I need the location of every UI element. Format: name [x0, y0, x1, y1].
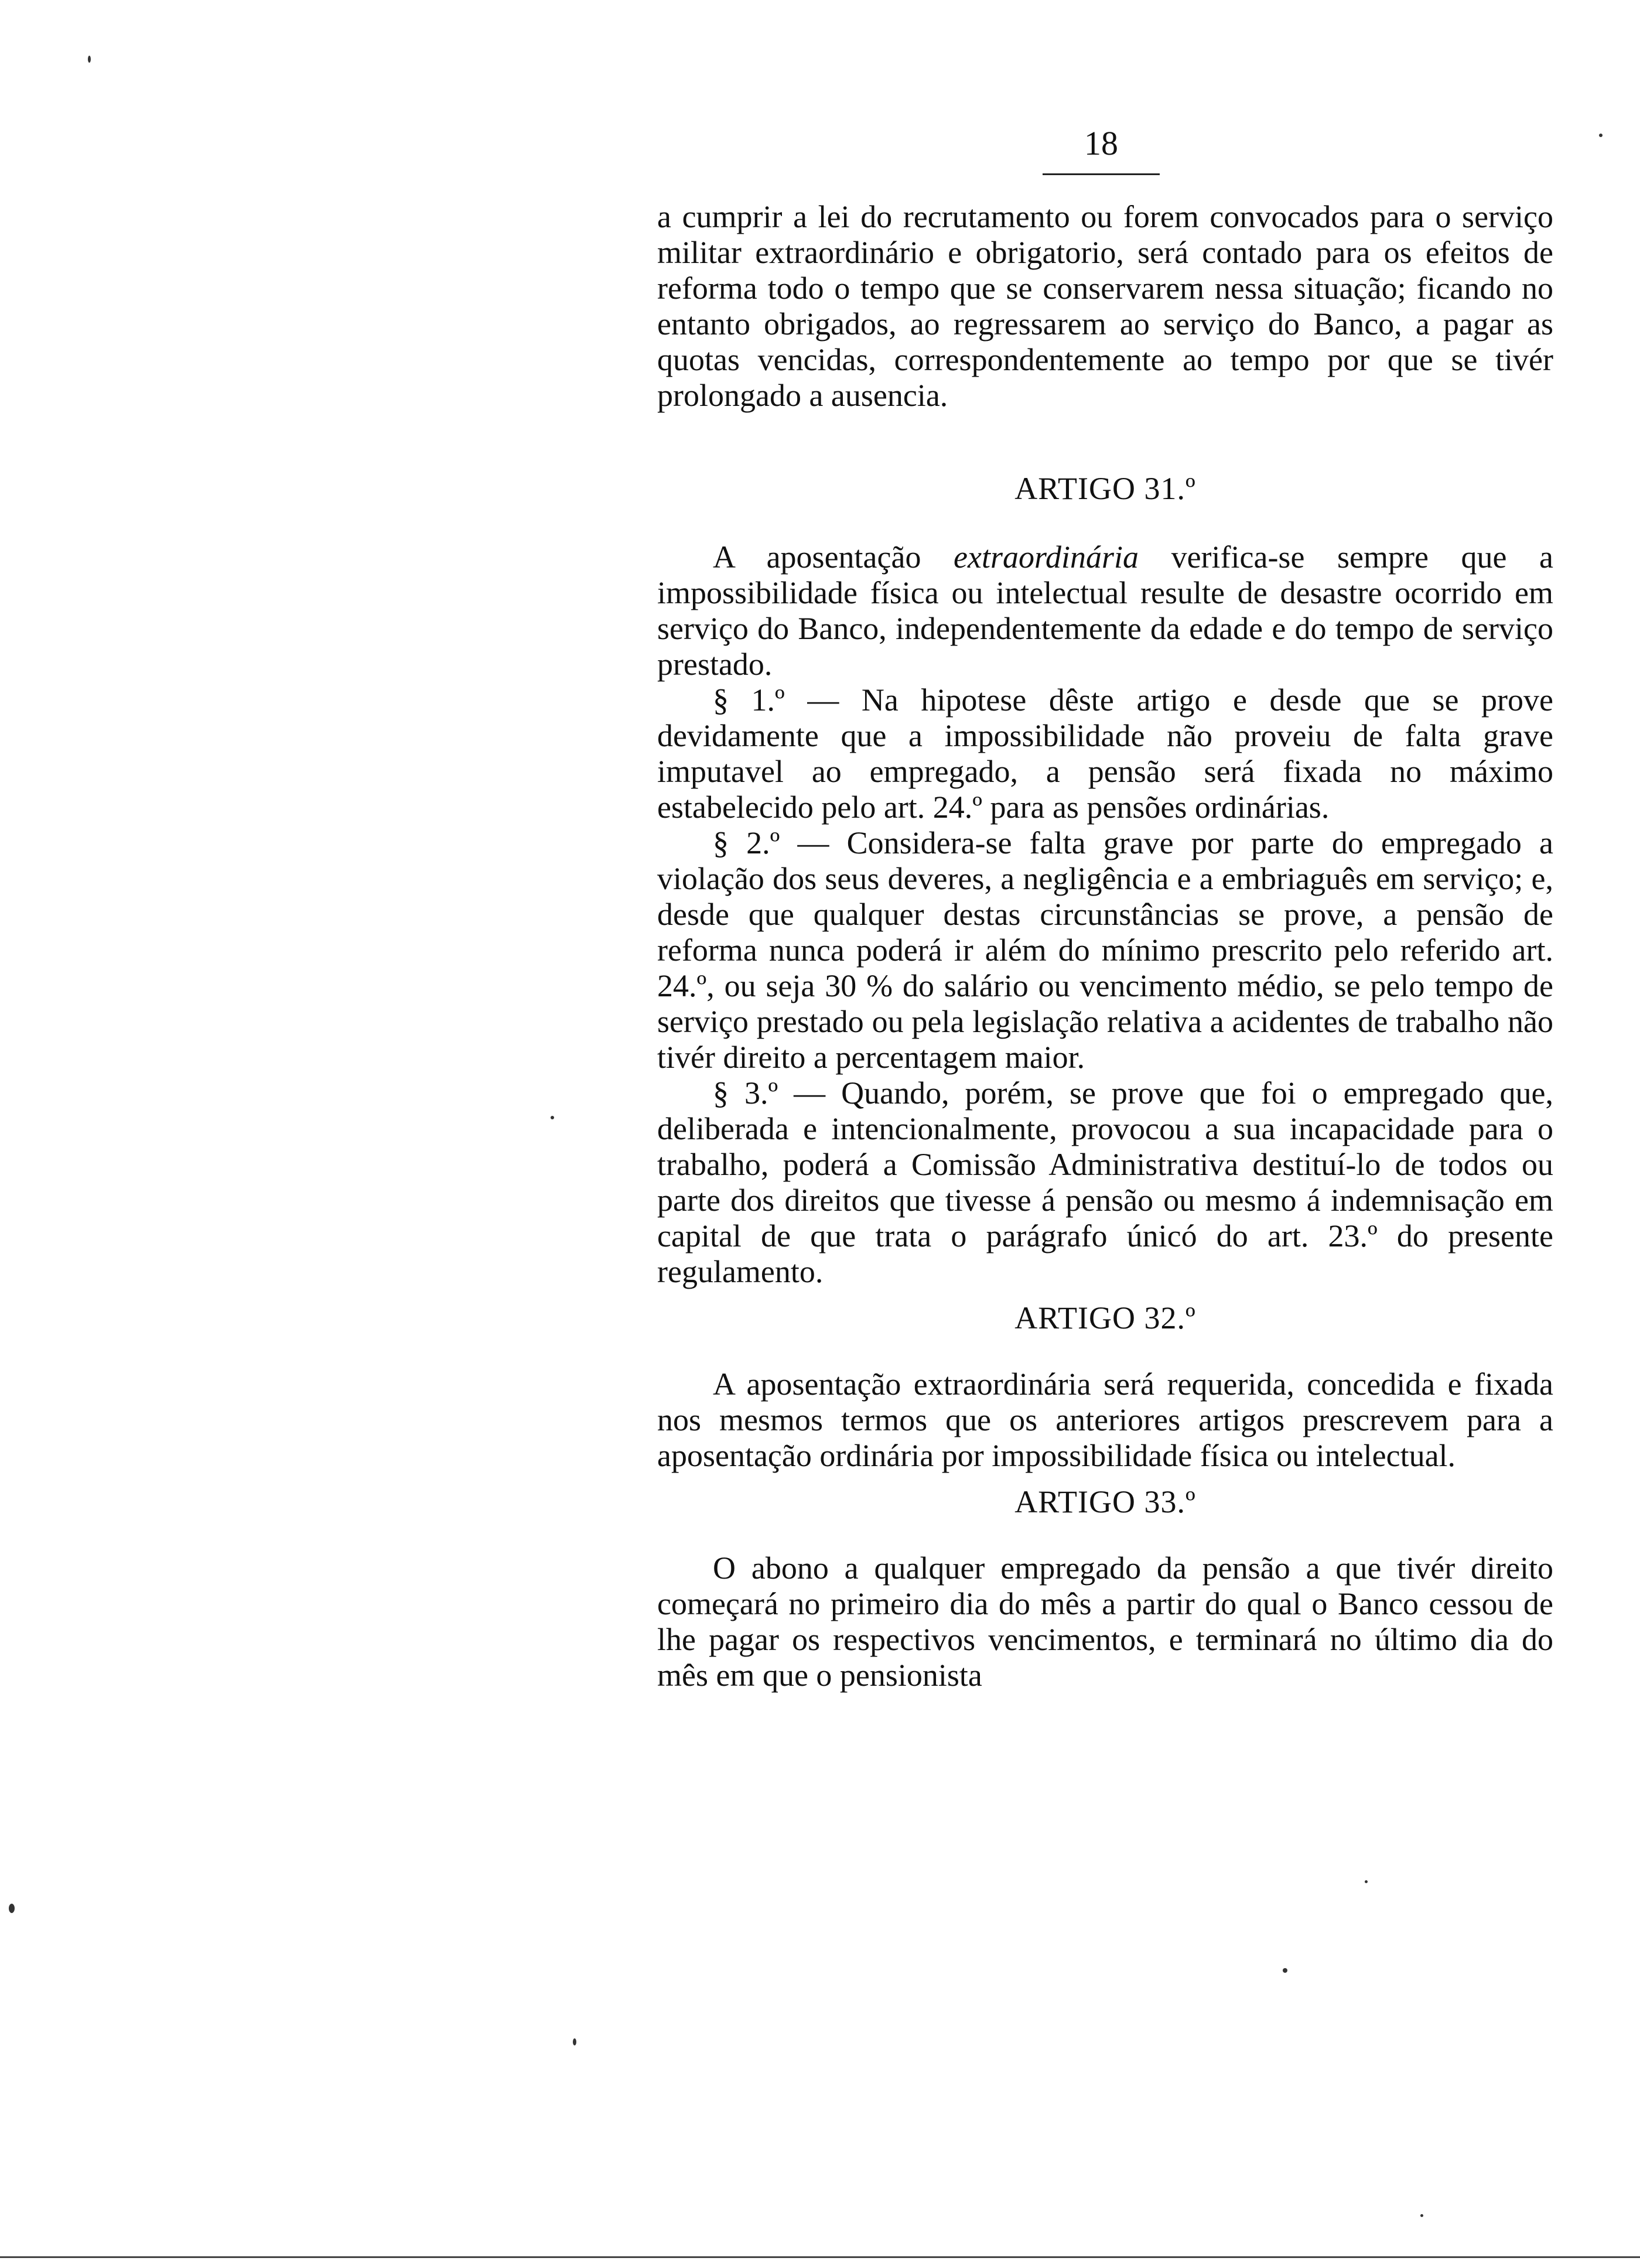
paragraph-artigo-31-end: verifica-se sempre que a impossibilidade física ou intelectual resulte de desastre ocorrido em serviço do Banco, independentemente da edade e do tempo de serviço prestado. — [657, 539, 1553, 682]
scan-speck — [88, 56, 91, 63]
scan-speck — [551, 1116, 554, 1119]
paragraph-section-2: § 2.º — Considera-se falta grave por parte do empregado a violação dos seus deveres, a negligência e a embriaguês em serviço; e, desde que qualquer destas circunstâncias se prove, a pensão de reforma nunca poderá ir além do mínimo prescrito pelo referido art. 24.º, ou seja 30 % do salário ou vencimento médio, se pelo tempo de serviço prestado ou pela legislação relativa a acidentes de trabalho não tivér direito a percentagem maior. — [657, 825, 1553, 1075]
paragraph-artigo-33: O abono a qualquer empregado da pensão a que tivér direito começará no primeiro dia do mês a partir do qual o Banco cessou de lhe pagar os respectivos vencimentos, e terminará no último dia do mês em que o pensionista — [657, 1550, 1553, 1693]
paragraph-artigo-32: A aposentação extraordinária será requerida, concedida e fixada nos mesmos termos que os anteriores artigos prescrevem para a aposentação ordinária por impossibilidade física ou intelectual. — [657, 1367, 1553, 1473]
paragraph-artigo-31-start: A aposentação — [713, 539, 954, 575]
paragraph-section-3: § 3.º — Quando, porém, se prove que foi o empregado que, deliberada e intencionalmente, provocou a sua incapacidade para o trabalho, poderá a Comissão Administrativa destituí-lo de todos ou parte dos direitos que tivesse á pensão ou mesmo á indemnisação em capital de que trata o parágrafo únicó do art. 23.º do presente regulamento. — [657, 1075, 1553, 1289]
text-column — [657, 199, 1553, 1693]
page-number: 18 — [1084, 124, 1118, 162]
scan-speck — [1365, 1880, 1368, 1883]
heading-artigo-32: ARTIGO 32.º — [1014, 1300, 1196, 1335]
scan-speck — [1283, 1968, 1287, 1973]
scan-speck — [9, 1904, 15, 1913]
paragraph-artigo-31 — [657, 539, 1553, 682]
scan-speck — [573, 2038, 576, 2045]
scan-speck — [1420, 2214, 1423, 2217]
paragraph-section-1: § 1.º — Na hipotese dêste artigo e desde que se prove devidamente que a impossibilidade não proveiu de falta grave imputavel ao empregado, a pensão será fixada no máximo estabelecido pelo art. 24.º para as pensões ordinárias. — [657, 682, 1553, 825]
page-number-rule — [1043, 173, 1160, 175]
bottom-scan-line — [0, 2256, 1640, 2258]
heading-artigo-33: ARTIGO 33.º — [1014, 1484, 1196, 1519]
heading-artigo-31: ARTIGO 31.º — [1014, 471, 1196, 506]
emphasis-extraordinaria: extraordinária — [954, 539, 1139, 575]
scan-speck — [1599, 134, 1603, 137]
paragraph-continuation: a cumprir a lei do recrutamento ou forem convocados para o serviço militar extraordinário e obrigatorio, será contado para os efeitos de reforma todo o tempo que se conservarem nessa situação; ficando no entanto obrigados, ao regressarem ao serviço do Banco, a pagar as quotas vencidas, correspondentemente ao tempo por que se tivér prolongado a ausencia. — [657, 199, 1553, 413]
